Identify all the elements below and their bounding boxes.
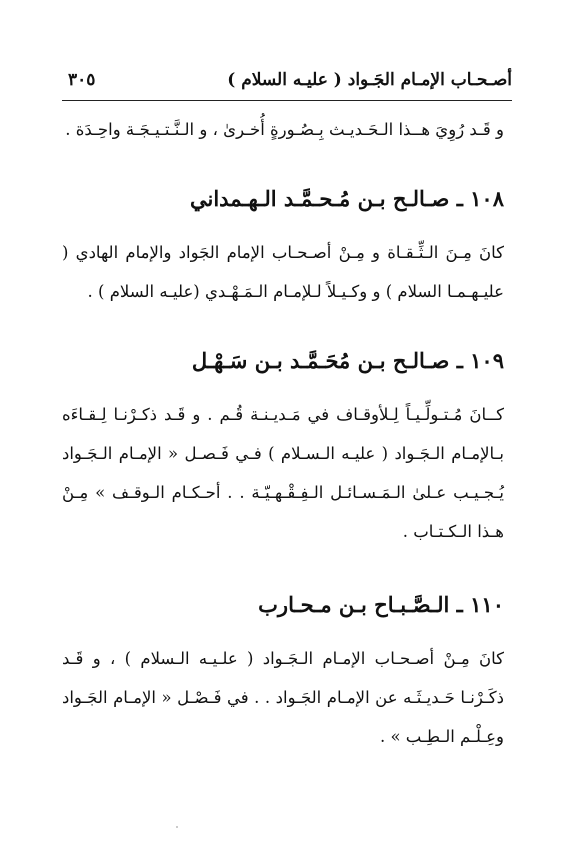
running-header-title: أصـحـاب الإمـام الجَـواد ( عليـه السلام ) [227,70,512,90]
entry-text-110: كانَ مِـنْ أصـحـاب الإمـام الـجَـواد ( علـيـه الـسلام ) ، و قَـد ذكَـرْنـا حَـديـثَـه عن الإمـام الجَـواد . . في فَـصْـل « الإمـام الجَـواد وعِـلْـم الـطِـب » . [62,649,504,746]
page-body [62,110,504,756]
running-header [62,66,512,98]
intro-paragraph: و قَـد رُوِيَ هــذا الـحَـديـث بِـصُـورةٍ أُخـرىٰ ، و الـنَّـتـيـجَـة واحِـدَة . [65,120,504,139]
entry-heading-110: ١١٠ ـ الـصَّـبـاح بـن مـحـارب [258,592,504,617]
entry-text-108: كانَ مِـنَ الـثِّـقـاة و مِـنْ أصـحـاب الإمام الجَواد والإمام الهادي ( عليـهـمـا السلام ) و وكـيـلاً لـلإمـام الـمَـهْـدي (عليـه السلام ) . [62,243,504,301]
header-divider [62,100,512,101]
entry-heading-109: ١٠٩ ـ صـالـح بـن مُحَـمَّـد بـن سَـهْـل [191,348,504,373]
page-speck [176,826,178,828]
page-number: ٣٠٥ [68,70,96,90]
entry-text-109: كــانَ مُـتـولِّـيـاً لِـلأوقـاف في مَـديـنـة قُـم . و قَـد ذكـرْنـا لِـقـاءَه بـالإمـام الـجَـواد ( عليـه الـسـلام ) فـي فَـصـل « الإمـام الـجَـواد يُـجـيـب عـلىٰ الـمَـسـائـل الـفِـقْـهـيّـة . . أحـكـام الـوقـف » مِـنْ هـذا الـكـتـاب . [62,405,504,541]
entry-heading-108: ١٠٨ ـ صـالـح بـن مُـحـمَّـد الـهـمداني [189,186,504,211]
